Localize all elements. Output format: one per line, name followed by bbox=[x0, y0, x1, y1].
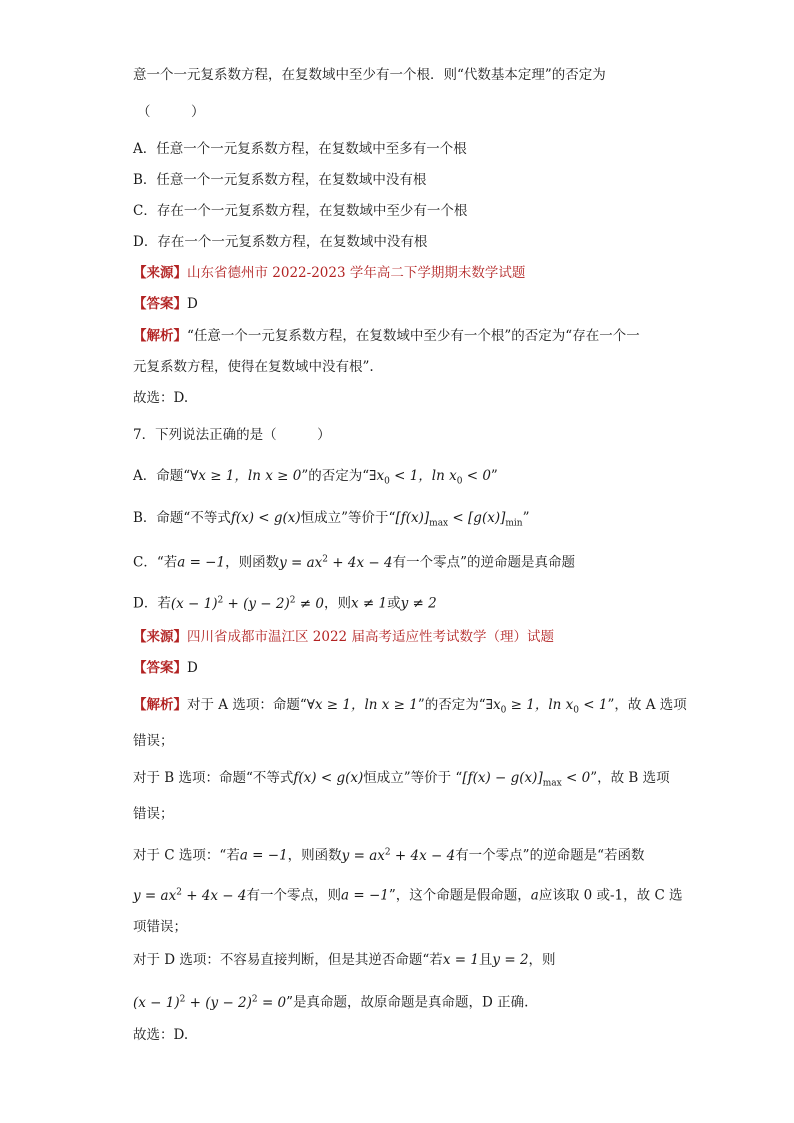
q7-source bbox=[133, 627, 673, 647]
math-expression: a = −1 bbox=[341, 887, 389, 904]
q7-analysis-c-line-3: 项错误； bbox=[133, 919, 187, 935]
analysis-text: ”的否定为“ bbox=[417, 697, 486, 713]
q7-analysis-b-line-1 bbox=[133, 768, 673, 794]
option-text: 恒成立”等价于“ bbox=[300, 510, 396, 526]
q6-option-c: C．存在一个一元复系数方程，在复数域中至少有一个根 bbox=[133, 203, 468, 219]
analysis-text: 对于 D 选项：不容易直接判断，但是其逆否命题“若 bbox=[133, 952, 443, 968]
math-part: = 0 bbox=[257, 994, 287, 1011]
analysis-text: 应该取 0 或-1，故 C 选 bbox=[538, 887, 683, 904]
option-text: C．“若 bbox=[133, 554, 178, 571]
math-expression: x = 1 bbox=[442, 952, 479, 968]
option-text: ” bbox=[522, 510, 530, 526]
analysis-text: 且 bbox=[478, 952, 493, 968]
math-part: (x − 1) bbox=[170, 595, 218, 612]
analysis-text: 对于 C 选项：“若 bbox=[133, 847, 240, 864]
math-subscript: min bbox=[505, 518, 523, 529]
math-part: < 0 bbox=[462, 468, 491, 484]
q7-stem: 7．下列说法正确的是（ ） bbox=[133, 427, 331, 443]
math-part: ∃x bbox=[485, 697, 501, 713]
q7-analysis-a-line-1 bbox=[133, 695, 687, 721]
source-text: 山东省德州市 2022-2023 学年高二下学期期末数学试题 bbox=[187, 265, 526, 281]
q7-conclusion: 故选：D. bbox=[133, 1027, 189, 1043]
q7-answer bbox=[133, 658, 673, 678]
analysis-text: “任意一个一元复系数方程，在复数域中至少有一个根”的否定为“存在一个一 bbox=[187, 328, 640, 344]
answer-tag: 【答案】 bbox=[133, 296, 187, 312]
math-part: y = ax bbox=[341, 847, 385, 864]
source-text: 四川省成都市温江区 2022 届高考适应性考试数学（理）试题 bbox=[187, 629, 554, 645]
q7-option-c bbox=[133, 549, 673, 573]
math-part: + (y − 2) bbox=[185, 994, 252, 1011]
option-text: ”的否定为“ bbox=[301, 468, 370, 484]
math-expression bbox=[171, 596, 324, 612]
q7-analysis-a-line-2: 错误； bbox=[133, 733, 174, 749]
math-expression: ∀x ≥ 1，ln x ≥ 1 bbox=[306, 697, 418, 713]
math-subscript: 0 bbox=[456, 476, 463, 487]
math-superscript: 2 bbox=[384, 847, 391, 857]
q6-analysis-line-1 bbox=[133, 326, 673, 346]
analysis-text: ”是真命题，故原命题是真命题，D 正确. bbox=[286, 994, 529, 1011]
q6-option-a: A．任意一个一元复系数方程，在复数域中至多有一个根 bbox=[133, 141, 467, 157]
math-expression: y ≠ 2 bbox=[400, 595, 437, 612]
source-tag: 【来源】 bbox=[133, 629, 187, 645]
q6-answer bbox=[133, 294, 673, 314]
math-superscript: 2 bbox=[251, 994, 258, 1004]
math-part: + (y − 2) bbox=[223, 595, 290, 612]
math-subscript: max bbox=[542, 778, 562, 789]
math-part: + 4x − 4 bbox=[390, 847, 456, 864]
q7-option-d bbox=[133, 590, 673, 614]
q7-option-a bbox=[133, 466, 673, 492]
option-text: ，则 bbox=[323, 595, 351, 612]
math-expression bbox=[342, 848, 456, 864]
q7-option-b bbox=[133, 508, 673, 534]
math-expression bbox=[462, 770, 591, 789]
math-superscript: 2 bbox=[322, 554, 328, 564]
q6-answer-paren: （ ） bbox=[137, 104, 205, 120]
math-subscript: 0 bbox=[573, 705, 580, 716]
math-expression bbox=[369, 468, 491, 487]
option-text: B．命题“不等式 bbox=[133, 510, 231, 526]
math-expression: y = 2 bbox=[492, 952, 529, 968]
option-text: ” bbox=[490, 468, 498, 484]
math-expression bbox=[133, 995, 286, 1011]
answer-value: D bbox=[187, 296, 198, 312]
analysis-text: 恒成立”等价于 “ bbox=[363, 770, 463, 786]
q6-conclusion: 故选：D. bbox=[133, 390, 189, 406]
analysis-text: 有一个零点”的逆命题是“若函数 bbox=[455, 847, 645, 864]
q6-source bbox=[133, 263, 673, 283]
answer-value: D bbox=[187, 660, 198, 676]
q7-analysis-c-line-1 bbox=[133, 842, 673, 866]
math-expression bbox=[485, 697, 608, 716]
math-expression bbox=[133, 888, 247, 904]
math-part: ≠ 0 bbox=[295, 595, 324, 612]
q6-option-b: B．任意一个一元复系数方程，在复数域中没有根 bbox=[133, 172, 427, 188]
math-part: + 4x − 4 bbox=[181, 887, 247, 904]
math-expression: ∀x ≥ 1，ln x ≥ 0 bbox=[190, 468, 302, 484]
analysis-tag: 【解析】 bbox=[133, 328, 187, 344]
math-part: < 1 bbox=[579, 697, 608, 713]
source-tag: 【来源】 bbox=[133, 265, 187, 281]
q6-option-d: D．存在一个一元复系数方程，在复数域中没有根 bbox=[133, 234, 428, 250]
math-superscript: 2 bbox=[217, 595, 224, 605]
analysis-text: ，则 bbox=[528, 952, 556, 968]
option-text: ，则函数 bbox=[225, 554, 280, 571]
option-text: D．若 bbox=[133, 595, 171, 612]
math-part: (x − 1) bbox=[133, 994, 180, 1011]
analysis-text: ”，故 A 选项 bbox=[607, 697, 687, 713]
analysis-text: ，则函数 bbox=[287, 847, 342, 864]
math-subscript: max bbox=[429, 518, 449, 529]
math-expression: f(x) < g(x) bbox=[293, 770, 364, 786]
q7-analysis-c-line-2 bbox=[133, 882, 683, 906]
math-expression: x ≠ 1 bbox=[350, 595, 388, 612]
q7-analysis-d-line-2 bbox=[133, 989, 673, 1013]
option-text: A．命题“ bbox=[133, 468, 191, 484]
math-part: y = ax bbox=[279, 554, 323, 571]
math-expression: a = −1 bbox=[177, 554, 226, 571]
math-superscript: 2 bbox=[179, 994, 186, 1004]
math-expression: a = −1 bbox=[239, 847, 288, 864]
math-expression bbox=[395, 510, 523, 529]
analysis-text: 对于 B 选项：命题“不等式 bbox=[133, 770, 294, 786]
analysis-text: 对于 A 选项：命题“ bbox=[187, 697, 307, 713]
option-text: 有一个零点”的逆命题是真命题 bbox=[392, 554, 575, 571]
analysis-text: 有一个零点，则 bbox=[246, 887, 342, 904]
math-superscript: 2 bbox=[289, 595, 296, 605]
answer-tag: 【答案】 bbox=[133, 660, 187, 676]
analysis-text: ”，这个命题是假命题， bbox=[388, 887, 531, 904]
math-part: ∃x bbox=[369, 468, 385, 484]
math-part: [f(x)] bbox=[395, 510, 430, 526]
math-part: < [g(x)] bbox=[448, 510, 506, 526]
q7-analysis-b-line-2: 错误； bbox=[133, 806, 174, 822]
math-part: < 0 bbox=[561, 770, 591, 786]
math-part: ≥ 1，ln x bbox=[506, 697, 574, 713]
q6-analysis-line-2: 元复系数方程，使得在复数域中没有根”. bbox=[133, 359, 374, 375]
analysis-text: ”，故 B 选项 bbox=[590, 770, 670, 786]
math-part: < 1，ln x bbox=[389, 468, 457, 484]
math-part: y = ax bbox=[133, 887, 177, 904]
math-part: [f(x) − g(x)] bbox=[462, 770, 543, 786]
math-superscript: 2 bbox=[176, 887, 182, 897]
analysis-tag: 【解析】 bbox=[133, 697, 187, 713]
q6-stem-tail: 意一个一元复系数方程，在复数域中至少有一个根．则“代数基本定理”的否定为 bbox=[133, 67, 606, 83]
math-subscript: 0 bbox=[500, 705, 507, 716]
math-expression bbox=[279, 555, 393, 571]
math-part: + 4x − 4 bbox=[328, 554, 393, 571]
math-expression: f(x) < g(x) bbox=[230, 510, 301, 526]
math-expression: a bbox=[530, 887, 539, 904]
q7-analysis-d-line-1 bbox=[133, 950, 673, 970]
math-subscript: 0 bbox=[384, 476, 390, 487]
option-text: 或 bbox=[387, 595, 401, 612]
